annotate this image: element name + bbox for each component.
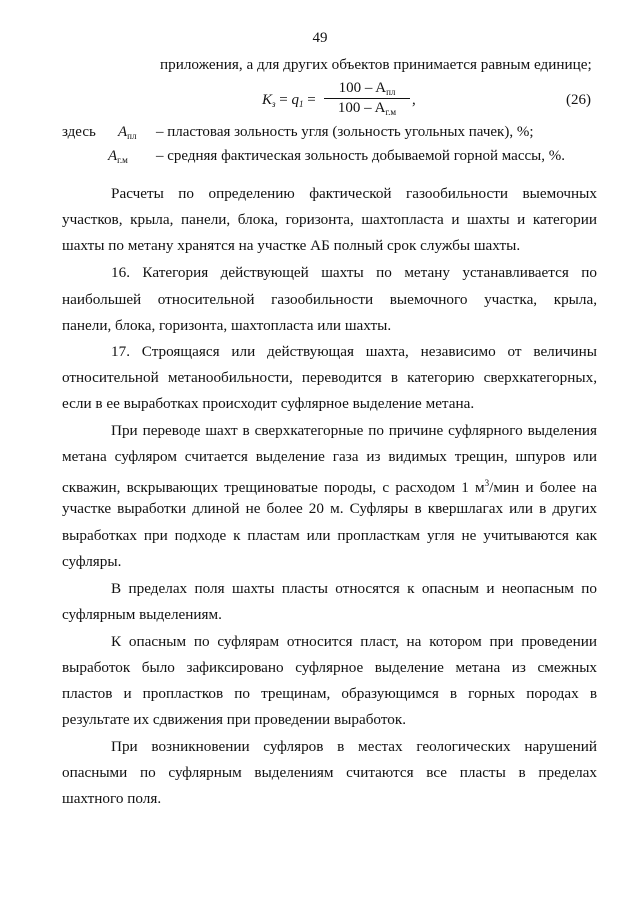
paragraph-1-line-1: Расчеты по определению фактической газообильности выемочных <box>111 185 597 202</box>
paragraph-1-line-2: участков, крыла, панели, блока, горизонта, шахтопласта и шахты и категории <box>62 211 597 228</box>
paragraph-6-line-3: пластов и пропластков по трещинам, образующимся в горных породах в <box>62 685 597 702</box>
formula-lhs: $K_з = q_1$ = <box>262 92 316 109</box>
paragraph-4-line-4: участке выработки длиной не более 20 м. Суфляры в квершлагах или в других <box>62 500 597 517</box>
paragraph-2-line-2: наибольшей относительной газообильности выемочного участка, крыла, <box>62 291 597 308</box>
paragraph-7-line-3: шахтного поля. <box>62 790 162 807</box>
paragraph-4-line-3: скважин, вскрывающих трещиноватые породы, с расходом 1 $м^3$/мин и более на <box>62 478 598 496</box>
paragraph-6-line-4: результате их сдвижения при проведении выработок. <box>62 711 407 728</box>
paragraph-7-line-2: опасными по суфлярным выделениям считаются все пласты в пределах <box>62 764 597 781</box>
definition-2-text: – средняя фактическая зольность добываемой горной массы, %. <box>156 148 565 164</box>
definition-1-symbol: $A_{пл}$ <box>118 124 137 141</box>
paragraph-4-line-5: выработках при подходе к пластам или пропласткам угля не учитываются как <box>62 527 597 544</box>
definition-1-text: – пластовая зольность угля (зольность угольных пачек), %; <box>156 124 534 140</box>
paragraph-2-line-3: панели, блока, горизонта, шахтопласта или шахты. <box>62 317 392 334</box>
paragraph-4-line-1: При переводе шахт в сверхкатегорные по причине суфлярного выделения <box>111 422 597 439</box>
equation-number: (26) <box>566 92 591 108</box>
page-number: 49 <box>312 30 328 46</box>
paragraph-2-line-1: 16. Категория действующей шахты по метану устанавливается по <box>111 264 597 281</box>
definitions-here: здесь <box>62 124 96 140</box>
paragraph-7-line-1: При возникновении суфляров в местах геологических нарушений <box>111 738 597 755</box>
paragraph-3-line-2: относительной метанообильности, переводится в категорию сверхкатегорных, <box>62 369 597 386</box>
intro-line: приложения, а для других объектов принимается равным единице; <box>160 56 592 73</box>
paragraph-6-line-1: К опасным по суфлярам относится пласт, на котором при проведении <box>111 633 597 650</box>
formula-numerator: $100 - A_{пл}$ <box>324 80 410 99</box>
paragraph-4-line-6: суфляры. <box>62 553 122 570</box>
formula-comma: , <box>412 92 416 108</box>
paragraph-4-line-2: метана суфляром считается выделение газа из видимых трещин, шпуров или <box>62 448 597 465</box>
paragraph-1-line-3: шахты по метану хранятся на участке АБ полный срок службы шахты. <box>62 237 521 254</box>
paragraph-6-line-2: выработок было зафиксировано суфлярное выделение метана из смежных <box>62 659 597 676</box>
formula-fraction <box>324 80 410 117</box>
paragraph-5-line-2: суфлярным выделениям. <box>62 606 222 623</box>
paragraph-3-line-3: если в ее выработках происходит суфлярное выделение метана. <box>62 395 475 412</box>
formula-denominator: $100 - A_{г.м}$ <box>337 100 397 117</box>
paragraph-5-line-1: В пределах поля шахты пласты относятся к опасным и неопасным по <box>111 580 597 597</box>
paragraph-3-line-1: 17. Строящаяся или действующая шахта, независимо от величины <box>111 343 597 360</box>
formula-26 <box>262 80 422 120</box>
definition-2-symbol: $A_{г.м}$ <box>108 148 128 165</box>
